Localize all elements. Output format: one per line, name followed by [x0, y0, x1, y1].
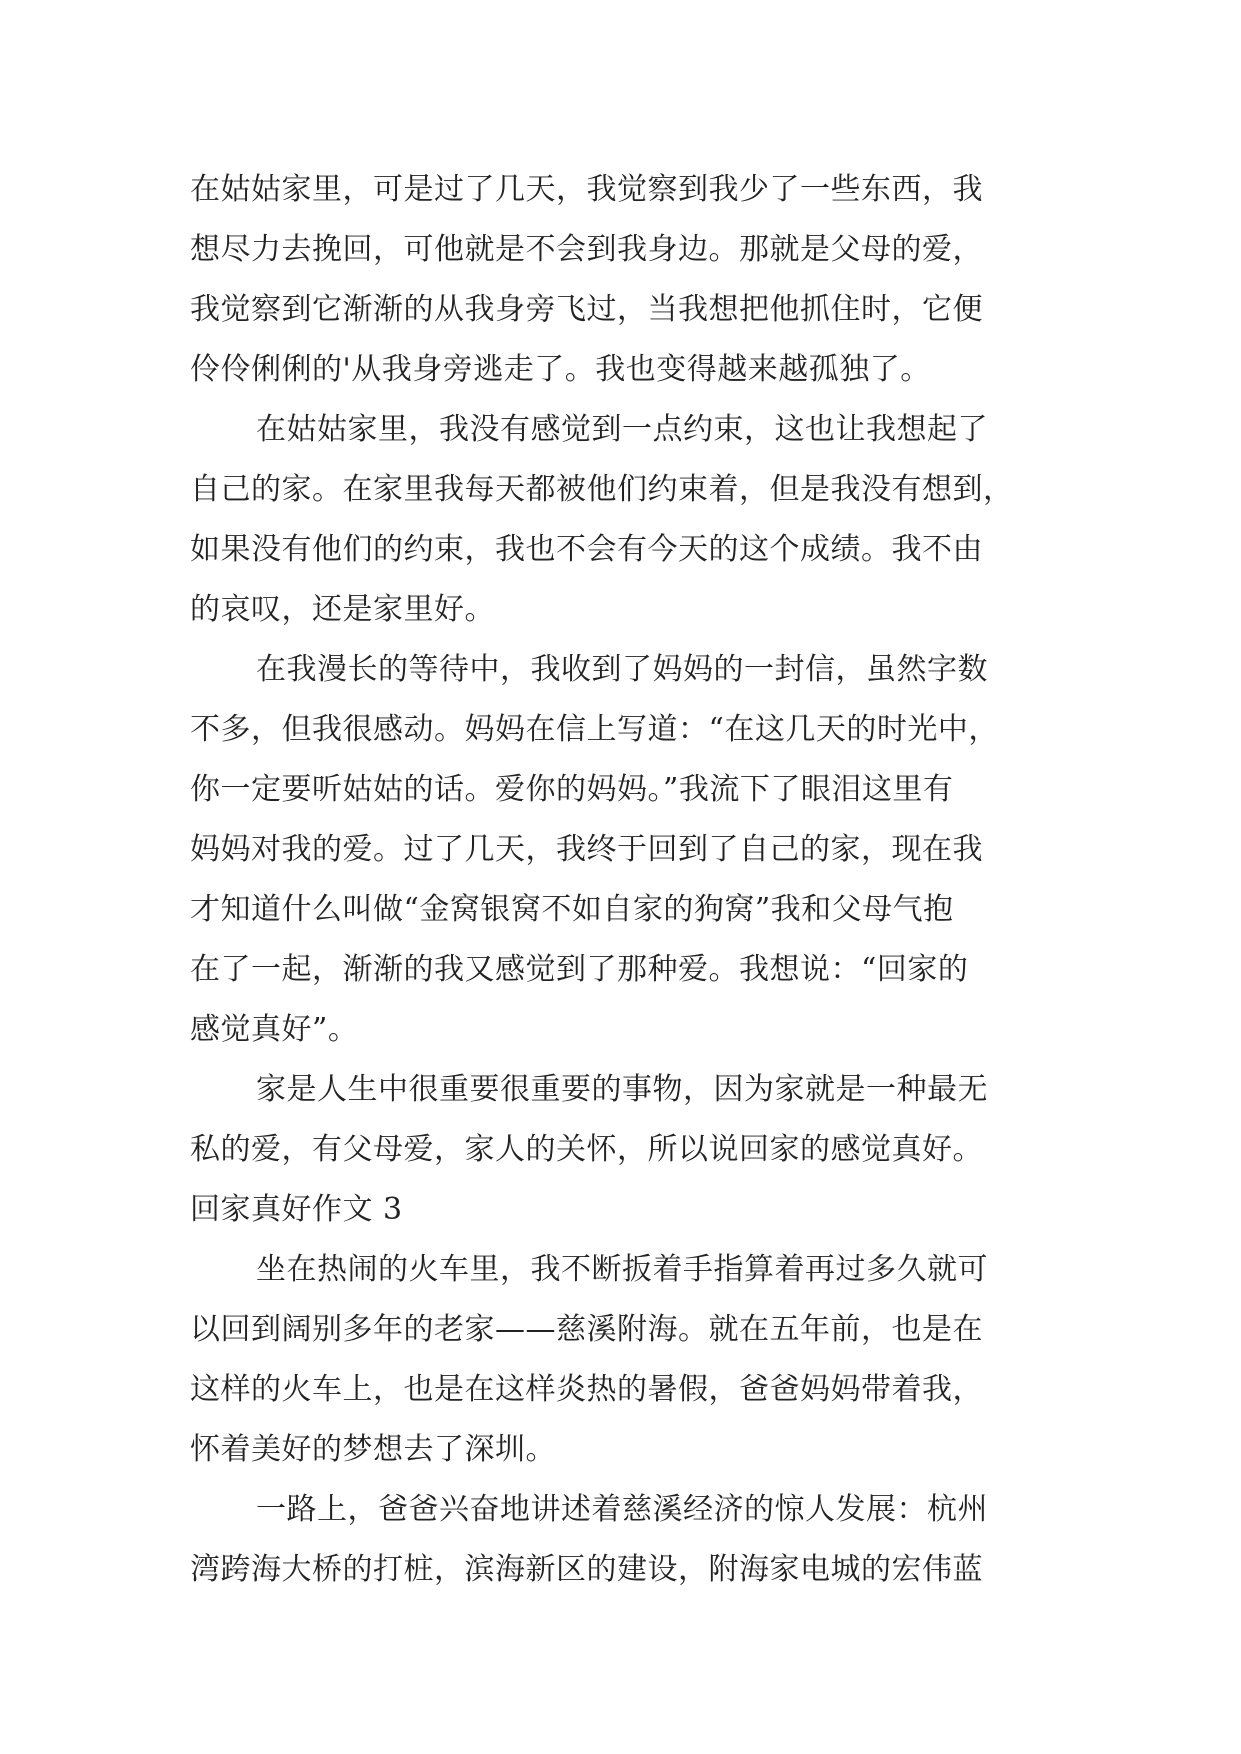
text-line: 在姑姑家里，可是过了几天，我觉察到我少了一些东西，我 [190, 172, 983, 207]
paragraph-first-line: 一路上，爸爸兴奋地讲述着慈溪经济的惊人发展：杭州 [256, 1492, 988, 1527]
text-line: 才知道什么叫做“金窝银窝不如自家的狗窝”我和父母气抱 [190, 892, 954, 927]
text-line: 私的爱，有父母爱，家人的关怀，所以说回家的感觉真好。 [190, 1132, 983, 1167]
text-line: 伶伶俐俐的'从我身旁逃走了。我也变得越来越孤独了。 [190, 352, 931, 387]
text-line: 这样的火车上，也是在这样炎热的暑假，爸爸妈妈带着我， [190, 1372, 983, 1407]
text-line: 你一定要听姑姑的话。爱你的妈妈。”我流下了眼泪这里有 [190, 772, 954, 807]
text-line: 自己的家。在家里我每天都被他们约束着，但是我没有想到， [190, 472, 1014, 507]
text-line: 湾跨海大桥的打桩，滨海新区的建设，附海家电城的宏伟蓝 [190, 1552, 983, 1587]
document-page [190, 160, 1070, 1600]
paragraph-first-line: 在我漫长的等待中，我收到了妈妈的一封信，虽然字数 [256, 652, 988, 687]
text-line: 感觉真好”。 [190, 1012, 359, 1047]
text-line: 妈妈对我的爱。过了几天，我终于回到了自己的家，现在我 [190, 832, 983, 867]
text-line: 不多，但我很感动。妈妈在信上写道：“在这几天的时光中， [190, 712, 999, 747]
text-line: 在了一起，渐渐的我又感觉到了那种爱。我想说：“回家的 [190, 952, 969, 987]
section-heading: 回家真好作文 3 [190, 1192, 403, 1227]
text-line: 如果没有他们的约束，我也不会有今天的这个成绩。我不由 [190, 532, 983, 567]
text-line: 的哀叹，还是家里好。 [190, 592, 495, 627]
text-line: 我觉察到它渐渐的从我身旁飞过，当我想把他抓住时，它便 [190, 292, 983, 327]
paragraph-first-line: 坐在热闹的火车里，我不断扳着手指算着再过多久就可 [256, 1252, 988, 1287]
text-line: 想尽力去挽回，可他就是不会到我身边。那就是父母的爱， [190, 232, 983, 267]
text-line: 怀着美好的梦想去了深圳。 [190, 1432, 556, 1467]
paragraph-first-line: 在姑姑家里，我没有感觉到一点约束，这也让我想起了 [256, 412, 988, 447]
paragraph-first-line: 家是人生中很重要很重要的事物，因为家就是一种最无 [256, 1072, 988, 1107]
text-line: 以回到阔别多年的老家——慈溪附海。就在五年前，也是在 [190, 1312, 983, 1347]
